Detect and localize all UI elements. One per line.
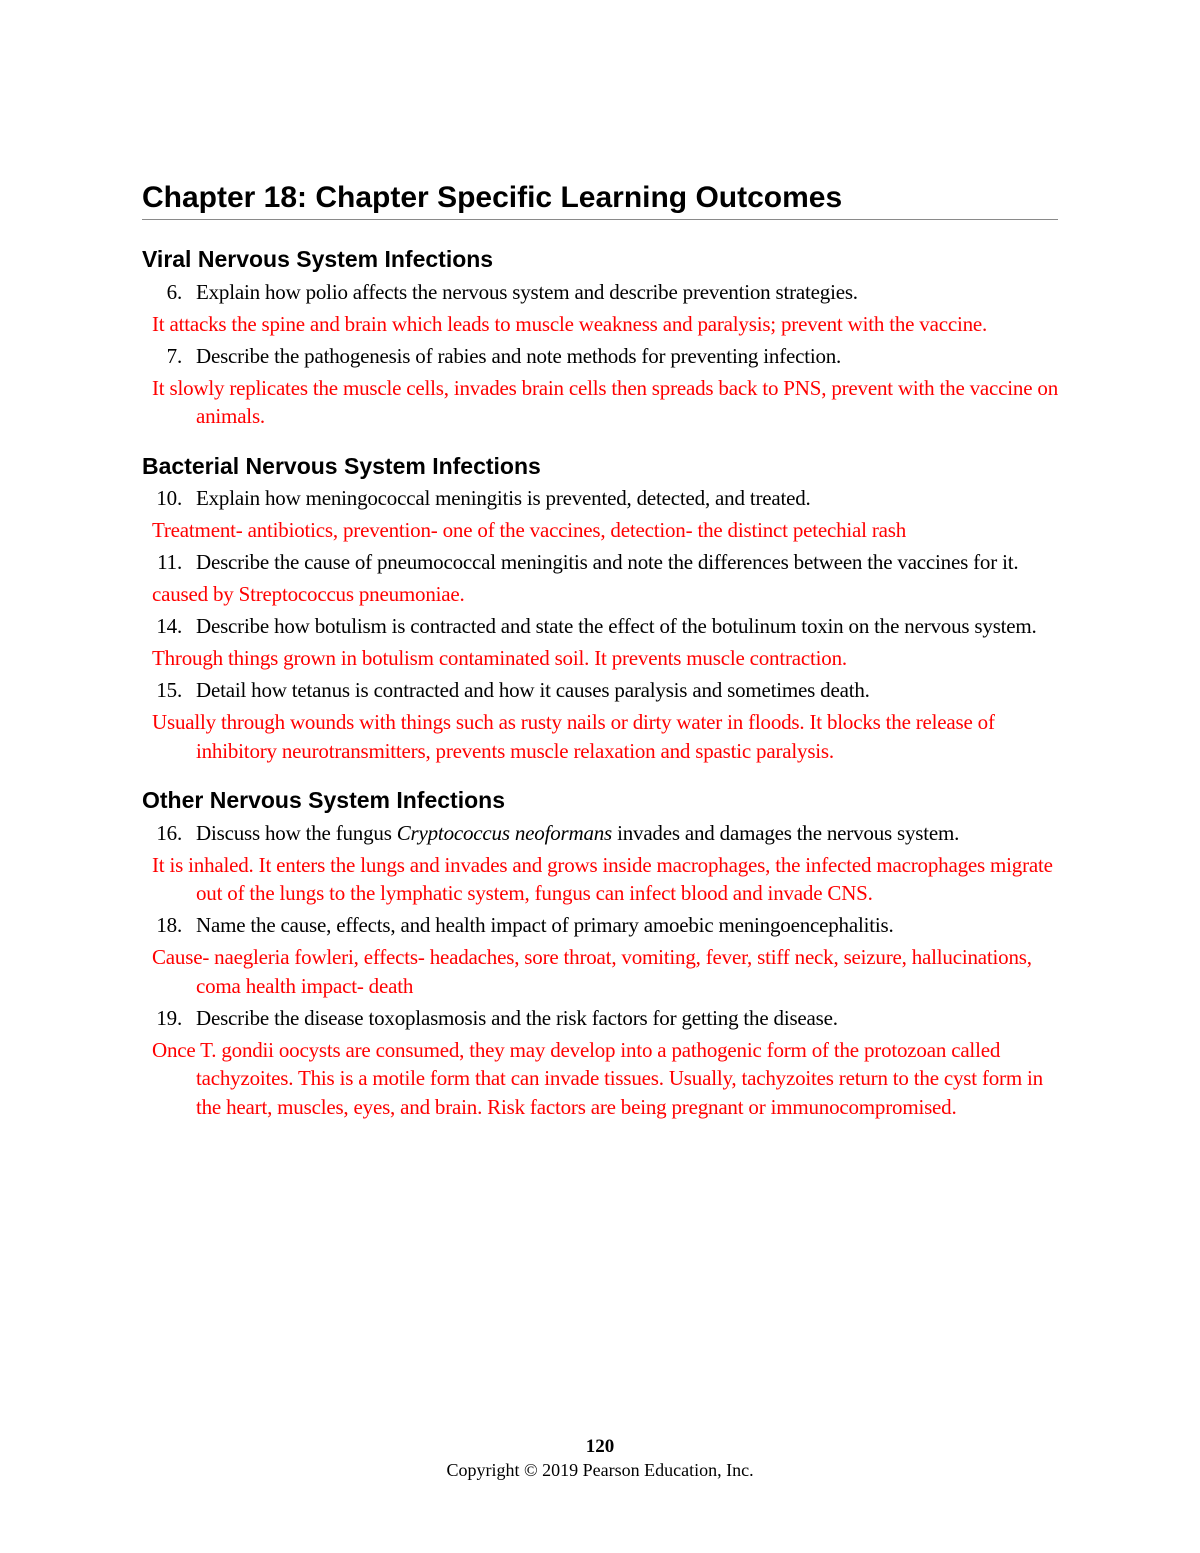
section-heading-other: Other Nervous System Infections (142, 787, 505, 813)
section-heading-viral: Viral Nervous System Infections (142, 246, 494, 272)
outcome-item (142, 278, 1058, 307)
item-text: Name the cause, effects, and health impact of primary amoebic meningoencephalitis. (196, 913, 894, 937)
answer-text: It slowly replicates the muscle cells, invades brain cells then spreads back to PNS, prevent with the vaccine on animals. (152, 375, 1058, 428)
outcome-item (142, 819, 1058, 848)
item-number: 19. (156, 1005, 182, 1030)
answer-text: Usually through wounds with things such as rusty nails or dirty water in floods. It blocks the release of inhibitory neurotransmitters, prevents muscle relaxation and spastic paralysis. (152, 710, 995, 763)
outcome-item (142, 548, 1058, 577)
item-number: 15. (156, 678, 182, 702)
item-text: Describe the pathogenesis of rabies and note methods for preventing infection. (196, 343, 842, 368)
page-title: Chapter 18: Chapter Specific Learning Outcomes (142, 181, 843, 214)
outcome-item (142, 612, 1058, 641)
document-page (142, 178, 1058, 1121)
item-number: 11. (157, 550, 182, 574)
item-text: Explain how polio affects the nervous system and describe prevention strategies. (196, 279, 858, 304)
answer-text: Once T. gondii oocysts are consumed, they may develop into a pathogenic form of the protozoan called tachyzoites. This is a motile form that can invade tissues. Usually, tachyzoites return to the cyst form in the heart, muscles, eyes, and brain. Risk factors are being pregnant or immunocompromised. (152, 1037, 1043, 1119)
title-divider (142, 219, 1058, 220)
item-number: 16. (156, 820, 182, 845)
section-heading-bacterial: Bacterial Nervous System Infections (142, 452, 541, 479)
answer-text: It attacks the spine and brain which leads to muscle weakness and paralysis; prevent with the vaccine. (152, 311, 988, 336)
item-text: Discuss how the fungus (196, 820, 397, 845)
outcome-item (142, 911, 1058, 940)
item-text: invades and damages the nervous system. (612, 820, 960, 845)
answer-text: It is inhaled. It enters the lungs and invades and grows inside macrophages, the infected macrophages migrate out of the lungs to the lymphatic system, fungus can infect blood and invade CNS. (152, 852, 1053, 905)
item-number: 7. (166, 343, 182, 368)
answer-text: Treatment- antibiotics, prevention- one of the vaccines, detection- the distinct petechial rash (152, 518, 907, 542)
answer-text: Cause- naegleria fowleri, effects- headaches, sore throat, vomiting, fever, stiff neck, seizure, hallucinations, coma health impact- death (152, 945, 1032, 998)
item-number: 18. (156, 913, 182, 937)
outcome-item (142, 676, 1058, 705)
item-text: Describe how botulism is contracted and state the effect of the botulinum toxin on the nervous system. (196, 614, 1037, 638)
item-number: 6. (166, 279, 182, 304)
page-number: 120 (585, 1436, 615, 1457)
species-name: Cryptococcus neoformans (396, 820, 613, 845)
item-text: Describe the cause of pneumococcal meningitis and note the differences between the vaccines for it. (196, 550, 1019, 574)
answer-text: caused by Streptococcus pneumoniae. (152, 582, 465, 606)
item-number: 14. (156, 614, 182, 638)
item-number: 10. (156, 486, 182, 510)
outcome-item (142, 1004, 1058, 1033)
answer-text: Through things grown in botulism contaminated soil. It prevents muscle contraction. (152, 646, 847, 670)
item-text: Explain how meningococcal meningitis is prevented, detected, and treated. (196, 486, 811, 510)
item-text: Detail how tetanus is contracted and how it causes paralysis and sometimes death. (196, 678, 870, 702)
item-text: Describe the disease toxoplasmosis and the risk factors for getting the disease. (196, 1005, 838, 1030)
outcome-item (142, 342, 1058, 371)
copyright: Copyright © 2019 Pearson Education, Inc. (446, 1460, 754, 1480)
outcome-item (142, 484, 1058, 513)
